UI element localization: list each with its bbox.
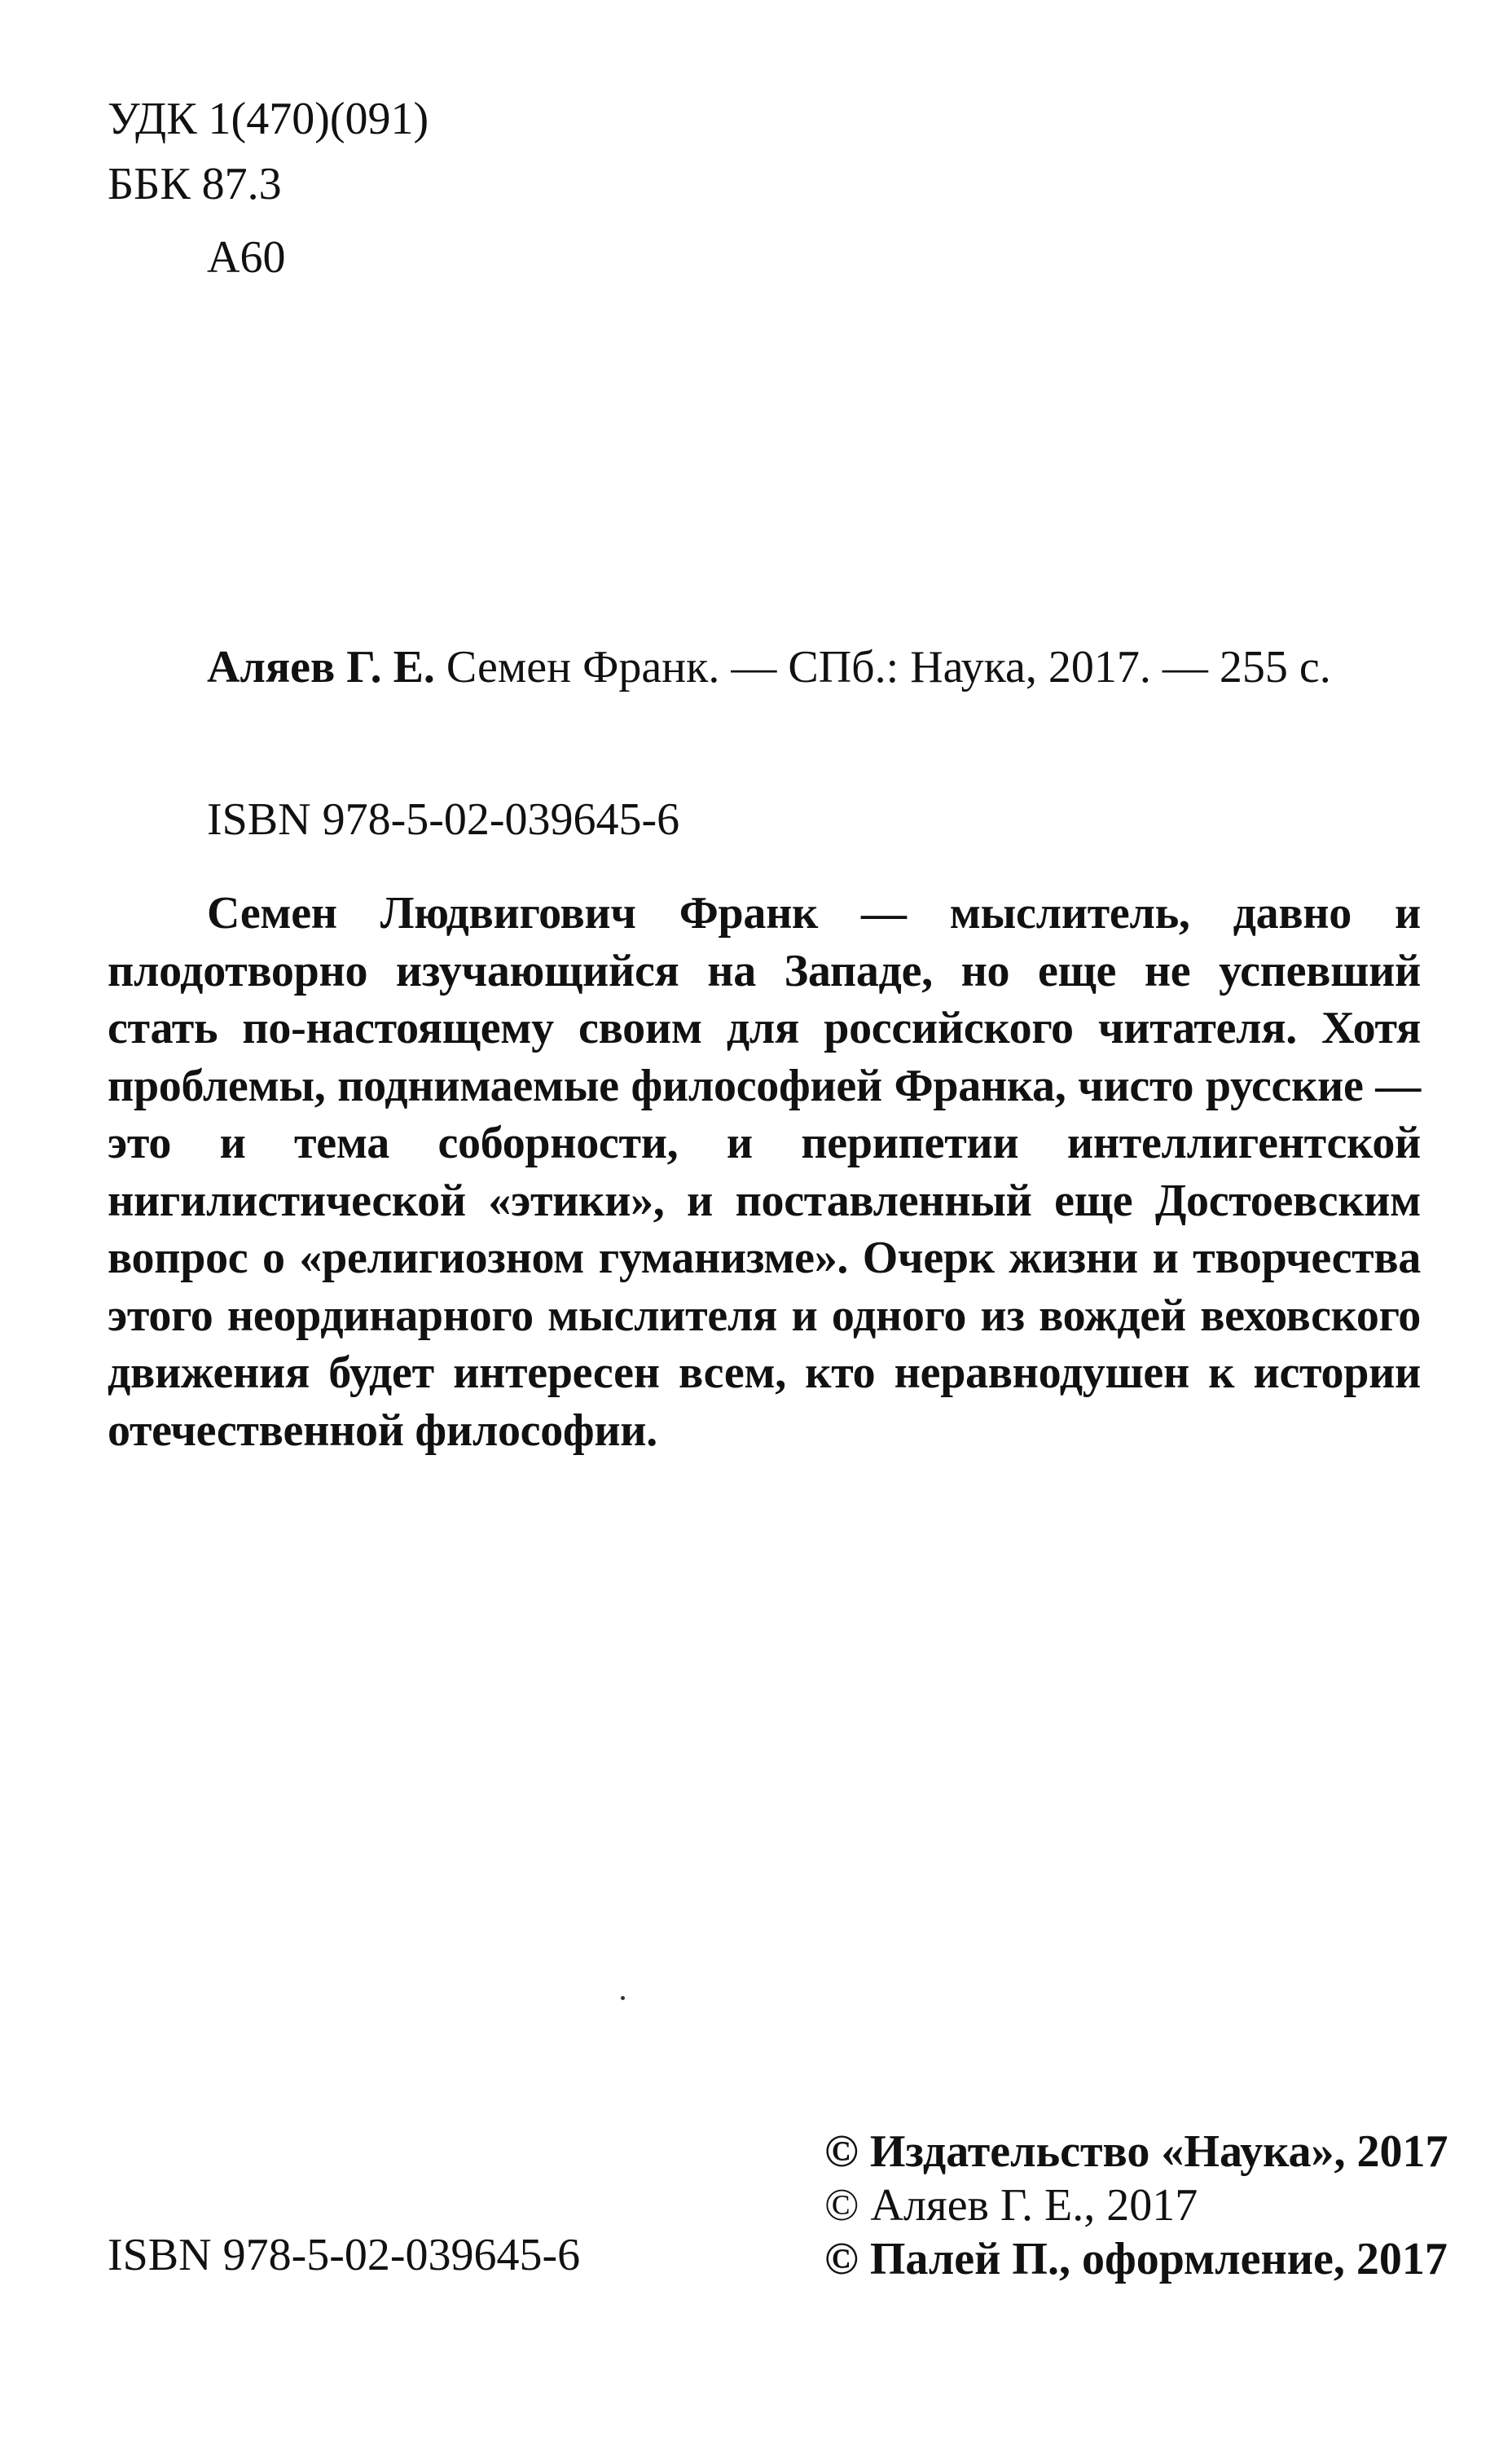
isbn-bottom: ISBN 978-5-02-039645-6 bbox=[108, 2230, 581, 2280]
bbk-code: ББК 87.3 bbox=[108, 159, 282, 209]
bibliographic-details: Семен Франк. — СПб.: Наука, 2017. — 255 с. bbox=[434, 642, 1331, 692]
bibliographic-record bbox=[108, 637, 1419, 697]
stray-mark bbox=[621, 1996, 625, 2000]
author-mark: А60 bbox=[207, 232, 286, 283]
copyright-design: © Палей П., оформление, 2017 bbox=[824, 2234, 1448, 2284]
udk-code: УДК 1(470)(091) bbox=[108, 94, 429, 144]
isbn-top: ISBN 978-5-02-039645-6 bbox=[207, 794, 680, 845]
author-name: Аляев Г. Е. bbox=[207, 642, 435, 692]
annotation: Семен Людвигович Франк — мыслитель, давно и плодотворно изучающийся на Западе, но еще не успевший стать по-настоящему своим для российского читателя. Хотя проблемы, поднимаемые философией Франка, чисто русские — это и тема соборности, и перипетии интеллигентской нигилистической «этики», и поставленный еще Достоевским вопрос о «религиозном гуманизме». Очерк жизни и творчества этого неординарного мыслителя и одного из вождей веховского движения будет интересен всем, кто неравнодушен к истории отечественной философии. bbox=[108, 888, 1421, 1456]
copyright-author: © Аляев Г. Е., 2017 bbox=[824, 2180, 1198, 2231]
copyright-block bbox=[824, 2125, 1448, 2286]
copyright-publisher: © Издательство «Наука», 2017 bbox=[824, 2126, 1448, 2177]
